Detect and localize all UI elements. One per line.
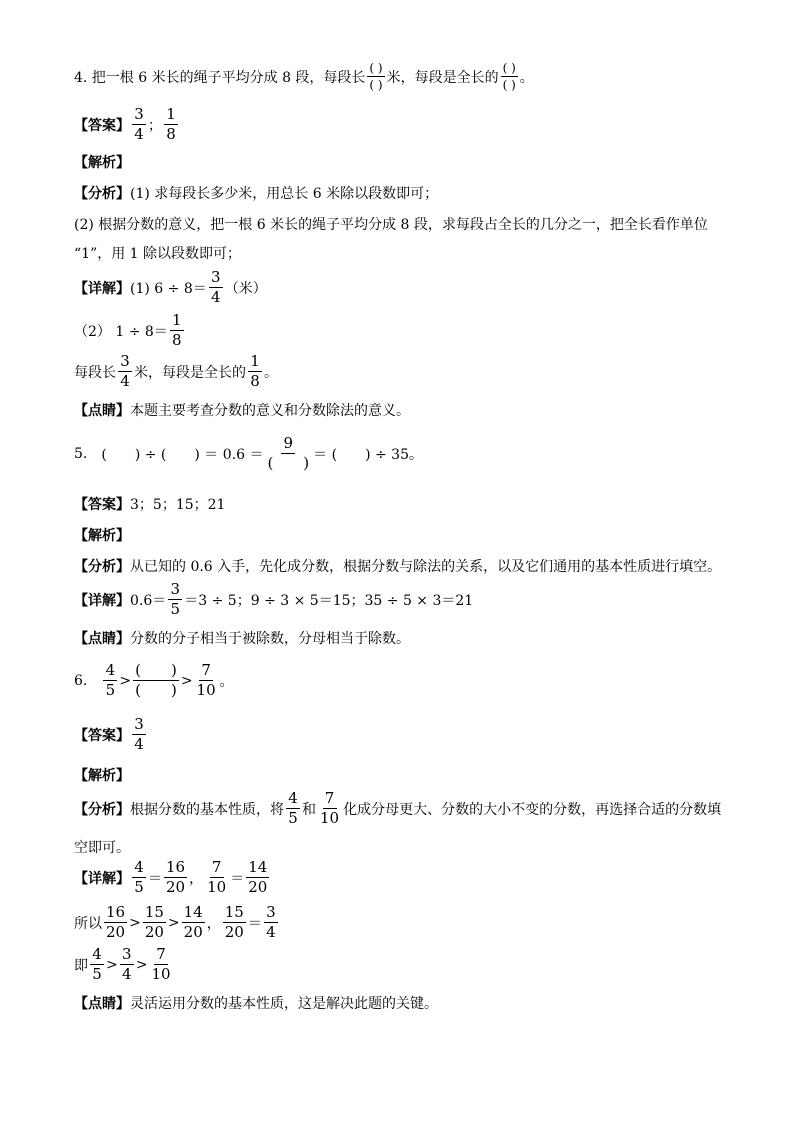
q5-dianjing (74, 628, 410, 648)
fraction: $\frac{4}{5}$ (90, 947, 104, 982)
q4-xiangjie-2 (74, 313, 186, 348)
q5-jiexi (74, 525, 130, 545)
fraction: $\frac{14}{20}$ (248, 858, 268, 896)
fraction: $\frac{7}{10}$ (196, 661, 216, 699)
fraction: $\frac{1}{8}$ (248, 354, 262, 389)
q5-xiangjie (74, 582, 473, 617)
q6-end: 。 (219, 673, 234, 690)
q5-answer (74, 494, 225, 514)
answer-separator: ； (148, 117, 162, 134)
xiangjie-text: 米，每段是全长的 (134, 364, 246, 381)
xiangjie-text: 所以 (74, 915, 102, 932)
fraction: $\frac{15}{20}$ (224, 903, 244, 941)
dianjing-tag: 【点睛】 (74, 631, 130, 647)
equals: ＝ (148, 870, 162, 887)
q6-prefix: 6. (74, 672, 88, 689)
fraction: $\frac{3}{4}$ (209, 270, 223, 305)
xiangjie-tag: 【详解】 (74, 870, 130, 887)
q6-blank-fraction[interactable]: $\frac{( )}{( )}$ (135, 661, 177, 699)
dianjing-text: 分数的分子相当于被除数，分母相当于除数。 (130, 631, 410, 647)
jiexi-tag: 【解析】 (74, 155, 130, 171)
xiangjie-text: 0.6＝ (130, 592, 167, 609)
answer-fraction: $\frac{1}{8}$ (164, 107, 178, 142)
q6-answer (74, 717, 148, 752)
dianjing-text: 本题主要考查分数的意义和分数除法的意义。 (130, 403, 410, 419)
q6-dianjing (74, 993, 438, 1013)
fenxi-text: “1”，用 1 除以段数即可； (74, 246, 242, 262)
q5-blank-fraction[interactable]: $\frac{9}{( )}$ (267, 434, 310, 472)
q6-fenxi-1 (74, 791, 721, 826)
q4-end: 。 (519, 69, 534, 86)
answer-text: 3；5；15；21 (130, 497, 226, 513)
fraction: $\frac{3}{4}$ (120, 947, 134, 982)
q4-jiexi (74, 152, 130, 172)
fenxi-text: 根据分数的基本性质，将 (130, 801, 284, 818)
fraction: $\frac{3}{4}$ (264, 905, 278, 940)
q4-blank-fraction-2[interactable]: $\frac{( )}{( )}$ (502, 61, 516, 92)
xiangjie-tag: 【详解】 (74, 280, 130, 297)
answer-fraction: $\frac{3}{4}$ (132, 107, 146, 142)
equals: ＝ (247, 915, 262, 932)
xiangjie-text: （2） 1 ÷ 8＝ (74, 323, 168, 340)
answer-fraction: $\frac{3}{4}$ (132, 717, 146, 752)
fraction: $\frac{4}{5}$ (286, 791, 300, 826)
comma: ， (189, 870, 204, 887)
fraction: $\frac{4}{5}$ (103, 663, 117, 698)
fenxi-text: (1) 求每段长多少米，用总长 6 米除以段数即可； (130, 186, 439, 202)
q6-fenxi-2 (74, 837, 130, 857)
xiangjie-text: (1) 6 ÷ 8＝ (130, 280, 207, 297)
comma: ， (206, 915, 221, 932)
q4-blank-fraction-1[interactable]: $\frac{( )}{( )}$ (369, 61, 383, 92)
q4-unit: 米，每段是全长的 (386, 69, 499, 86)
q6-xiangjie-1 (74, 860, 271, 895)
fraction: $\frac{16}{20}$ (166, 858, 186, 896)
fenxi-text: 化成分母更大、分数的大小不变的分数，再选择合适的分数填 (343, 801, 722, 818)
answer-tag: 【答案】 (74, 497, 130, 513)
fraction: $\frac{7}{10}$ (207, 858, 227, 896)
greater-than: > (106, 956, 118, 973)
dianjing-tag: 【点睛】 (74, 996, 130, 1012)
q4-question (74, 62, 534, 91)
answer-tag: 【答案】 (74, 727, 130, 744)
q4-fenxi-1 (74, 183, 438, 203)
fenxi-text: 和 (302, 801, 316, 818)
greater-than: > (119, 672, 132, 689)
q6-jiexi (74, 765, 130, 785)
xiangjie-text: 。 (264, 364, 278, 381)
q4-dianjing (74, 400, 410, 420)
fenxi-text: (2) 根据分数的意义，把一根 6 米长的绳子平均分成 8 段，求每段占全长的几分之一，把全长看作单位 (74, 217, 708, 233)
fraction: $\frac{3}{5}$ (168, 582, 182, 617)
fenxi-text: 从已知的 0.6 入手，先化成分数，根据分数与除法的关系，以及它们通用的基本性质进行填空。 (130, 559, 722, 575)
fraction: $\frac{14}{20}$ (183, 903, 203, 941)
greater-than: > (129, 914, 141, 931)
fenxi-text: 空即可。 (74, 840, 130, 856)
fraction: $\frac{7}{10}$ (151, 945, 171, 983)
fraction: $\frac{3}{4}$ (118, 354, 132, 389)
xiangjie-text: （米） (224, 280, 267, 297)
q4-prefix: 4. 把一根 6 米长的绳子平均分成 8 段，每段长 (74, 69, 366, 86)
fraction: $\frac{4}{5}$ (132, 860, 146, 895)
q4-fenxi-2 (74, 214, 708, 234)
q5-prefix: 5. (74, 445, 88, 462)
fraction: $\frac{1}{8}$ (170, 313, 184, 348)
fraction: $\frac{16}{20}$ (106, 903, 126, 941)
jiexi-tag: 【解析】 (74, 528, 130, 544)
fenxi-tag: 【分析】 (74, 801, 130, 818)
fraction: $\frac{15}{20}$ (144, 903, 164, 941)
q5-expression[interactable]: ( ) ÷ ( ) ＝ 0.6 ＝ (101, 446, 264, 463)
q6-question (74, 663, 234, 698)
dianjing-text: 灵活运用分数的基本性质，这是解决此题的关键。 (130, 996, 438, 1012)
xiangjie-text: 即 (74, 957, 88, 974)
greater-than: > (180, 672, 193, 689)
q5-fenxi (74, 556, 721, 576)
fraction: $\frac{7}{10}$ (320, 789, 340, 827)
jiexi-tag: 【解析】 (74, 768, 130, 784)
xiangjie-tag: 【详解】 (74, 592, 130, 609)
q4-fenxi-3 (74, 243, 241, 263)
equals: ＝ (230, 870, 245, 887)
xiangjie-text: ＝3 ÷ 5；9 ÷ 3 × 5＝15；35 ÷ 5 × 3＝21 (184, 592, 474, 609)
xiangjie-text: 每段长 (74, 364, 116, 381)
greater-than: > (167, 914, 180, 931)
answer-tag: 【答案】 (74, 117, 130, 134)
fenxi-tag: 【分析】 (74, 186, 130, 202)
q5-end: 。 (409, 446, 423, 463)
q4-xiangjie-1 (74, 270, 267, 305)
q6-xiangjie-3 (74, 947, 175, 982)
greater-than: > (135, 956, 148, 973)
q5-question (74, 436, 423, 471)
q5-expression[interactable]: ＝ ( ) ÷ 35 (313, 446, 409, 463)
q4-answer (74, 107, 180, 142)
q6-xiangjie-2 (74, 905, 280, 940)
dianjing-tag: 【点睛】 (74, 403, 130, 419)
q4-xiangjie-3 (74, 354, 278, 389)
fenxi-tag: 【分析】 (74, 559, 130, 575)
